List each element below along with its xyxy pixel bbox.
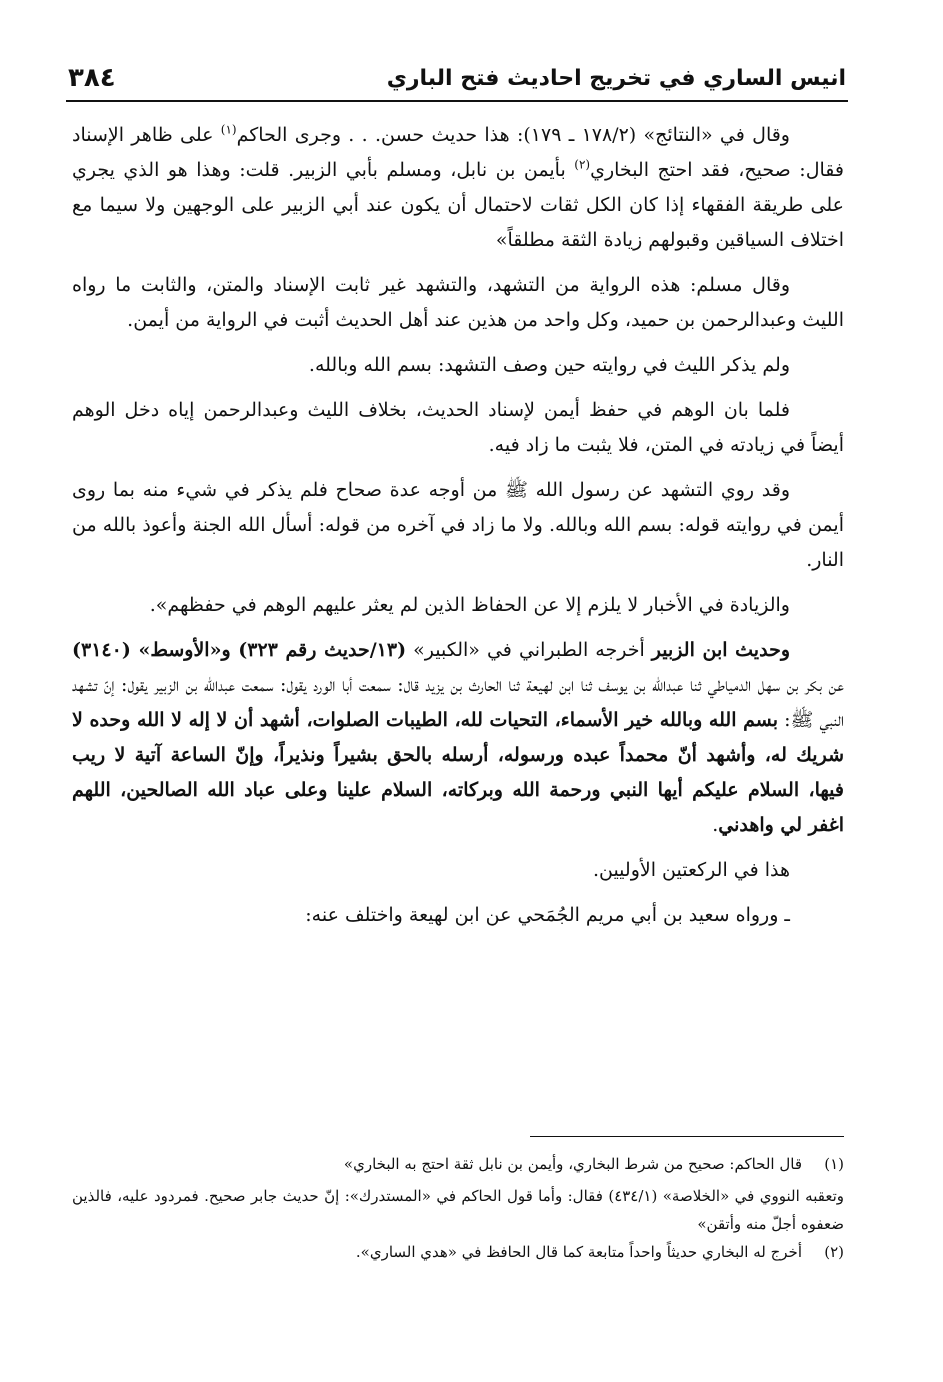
paragraph-9: ـ ورواه سعيد بن أبي مريم الجُمَحي عن ابن لهيعة واختلف عنه: — [305, 904, 790, 926]
footnote-1-number: (١) — [824, 1155, 844, 1173]
footnote-1-text: قال الحاكم: صحيح من شرط البخاري، وأيمن بن نابل ثقة احتج به البخاري» — [343, 1155, 802, 1173]
paragraph-8: هذا في الركعتين الأوليين. — [592, 859, 790, 881]
paragraph-1-text-a: وقال في «النتائج» (١٧٨/٢ ـ ١٧٩): هذا حديث حسن. . . وجرى الحاكم — [236, 124, 790, 146]
paragraph-1-text-b: على ظاهر الإسناد فقال: صحيح، فقد احتج البخاري — [72, 124, 844, 181]
footnotes — [72, 1150, 844, 1270]
paragraph-7-matn: بسم الله وبالله خير الأسماء، التحيات لله، الطيبات الصلوات، أشهد أن لا إله لا الله وحده لا شريك له، وأشهد أنّ محمداً عبده ورسوله، أرسله بالحق بشيراً ونذيراً، وإنّ الساعة آتية لا ريب فيها، السلام عليكم أيها النبي ورحمة الله وبركاته، السلام علينا وعلى عباد الله الصالحين، اللهم اغفر لي واهدني — [72, 709, 844, 836]
paragraph-1 — [72, 118, 844, 258]
paragraph-5: وقد روي التشهد عن رسول الله ﷺ من أوجه عدة صحاح فلم يذكر في شيء منه بما روى أيمن في روايته قوله: بسم الله وبالله. ولا ما زاد في آخره من قوله: أسأل الله الجنة وأعوذ بالله من النار. — [72, 479, 844, 571]
footnote-rule — [530, 1136, 844, 1137]
footnote-2-text: أخرج له البخاري حديثاً واحداً متابعة كما قال الحافظ في «هدي الساري». — [355, 1243, 802, 1261]
footnote-2 — [72, 1238, 844, 1266]
page-number: ٣٨٤ — [68, 63, 116, 93]
paragraph-1-text-c: بأيمن بن نابل، ومسلم بأبي الزبير. قلت: وهذا هو الذي يجري على طريقة الفقهاء إذا كان الكل ثقات لاحتمال أن يكون عند أبي الزبير على الوجهين ولا سيما مع اختلاف السياقين وقبولهم زيادة الثقة مطلقاً» — [72, 159, 844, 251]
paragraph-7-chain: عن بكر بن سهل الدمياطي ثنا عبدالله بن يوسف ثنا ابن لهيعة ثنا الحارث بن يزيد قال: سمعت أبا الورد يقول: سمعت عبدالله بن الزبير يقول: إنّ تشهد النبي ﷺ: — [72, 674, 844, 731]
footnote-1-continuation: وتعقبه النووي في «الخلاصة» (٤٣٤/١) فقال: وأما قول الحاكم في «المستدرك»: إنّ حديث جابر صحيح. فمردود عليه، فالذين ضعفوه أجلّ منه وأتقن» — [72, 1187, 844, 1233]
paragraph-2: وقال مسلم: هذه الرواية من التشهد، والتشهد غير ثابت الإسناد والمتن، والثابت ما رواه الليث وعبدالرحمن بن حميد، وكل واحد من هذين عند أهل الحديث أثبت في الرواية من أيمن. — [72, 274, 844, 331]
running-title: انيس الساري في تخريج احاديث فتح الباري — [386, 65, 846, 91]
paragraph-4: فلما بان الوهم في حفظ أيمن لإسناد الحديث، بخلاف الليث وعبدالرحمن إياه دخل الوهم أيضاً في زيادته في المتن، فلا يثبت ما زاد فيه. — [72, 399, 844, 456]
paragraph-7-lead: وحديث ابن الزبير — [651, 639, 790, 661]
paragraph-6: والزيادة في الأخبار لا يلزم إلا عن الحفاظ الذين لم يعثر عليهم الوهم في حفظهم». — [149, 594, 790, 616]
paragraph-7-end: . — [712, 814, 719, 836]
paragraph-7-mid: أخرجه الطبراني في «الكبير» — [406, 639, 652, 661]
footnote-2-number: (٢) — [824, 1243, 844, 1261]
main-text — [72, 118, 844, 943]
footnote-ref-1[interactable]: (١) — [220, 122, 237, 137]
paragraph-3: ولم يذكر الليث في روايته حين وصف التشهد: بسم الله وبالله. — [308, 354, 790, 376]
paragraph-7 — [72, 633, 844, 843]
header-rule — [66, 100, 848, 102]
footnote-ref-2[interactable]: (٢) — [574, 157, 591, 172]
page-header — [68, 58, 846, 98]
footnote-1 — [72, 1150, 844, 1178]
paragraph-7-ref: (١٣/حديث رقم ٣٢٣) و«الأوسط» (٣١٤٠) — [72, 639, 407, 661]
